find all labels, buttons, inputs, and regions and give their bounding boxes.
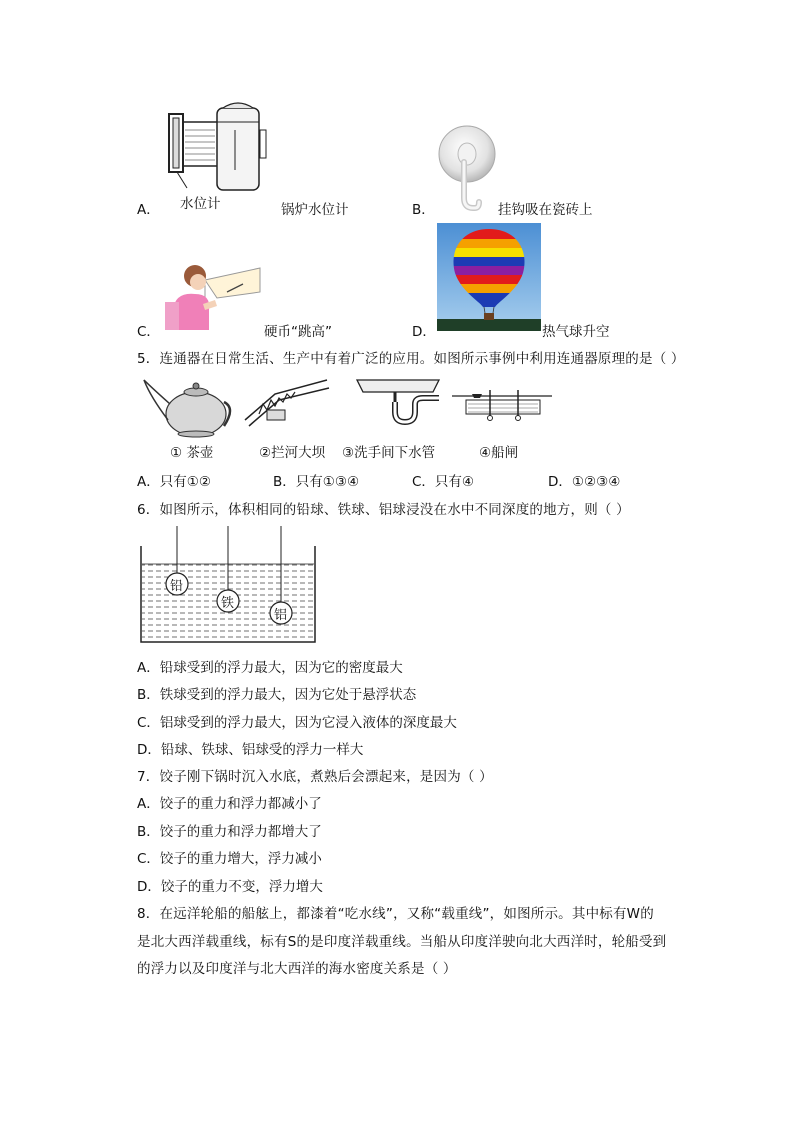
option-b-letter: B． (412, 202, 435, 218)
q7-option-d: D．饺子的重力不变，浮力增大 (137, 879, 323, 895)
option-c-caption: 硬币“跳高” (264, 324, 332, 340)
q6-option-b: B．铁球受到的浮力最大，因为它处于悬浮状态 (137, 687, 417, 703)
option-c-letter: C． (137, 324, 160, 340)
q7-stem: 7．饺子刚下锅时沉入水底，煮熟后会漂起来，是因为（ ） (137, 769, 493, 785)
q6-option-a: A．铅球受到的浮力最大，因为它的密度最大 (137, 660, 403, 676)
q7-option-c: C．饺子的重力增大，浮力减小 (137, 851, 322, 867)
water-gauge-label: 水位计 (180, 196, 221, 212)
q8-line-2: 是北大西洋载重线，标有S的是印度洋载重线。当船从印度洋驶向北大西洋时，轮船受到 (137, 934, 667, 950)
option-d-caption: 热气球升空 (542, 324, 610, 340)
ball-label-iron: 铁 (221, 596, 235, 611)
q6-stem: 6．如图所示，体积相同的铅球、铁球、铝球浸没在水中不同深度的地方，则（ ） (137, 502, 630, 518)
q5-option-b: B．只有①③④ (273, 474, 360, 490)
q6-option-c: C．铝球受到的浮力最大，因为它浸入液体的深度最大 (137, 715, 457, 731)
q7-option-b: B．饺子的重力和浮力都增大了 (137, 824, 322, 840)
suction-hook-figure (437, 124, 499, 212)
q8-line-3: 的浮力以及印度洋与北大西洋的海水密度关系是（ ） (137, 961, 457, 977)
coin-jump-figure (165, 262, 260, 330)
q6-option-d: D．铅球、铁球、铝球受的浮力一样大 (137, 742, 364, 758)
q5-label-lock: ④船闸 (479, 445, 519, 461)
option-b-caption: 挂钩吸在瓷砖上 (498, 202, 593, 218)
sink-drain-figure (355, 378, 443, 428)
teapot-figure (140, 376, 232, 438)
q5-label-dam: ②拦河大坝 (259, 445, 326, 461)
q8-line-1: 8．在远洋轮船的船舷上，都漆着“吃水线”，又称“载重线”，如图所示。其中标有W的 (137, 906, 654, 922)
ball-label-lead: 铅 (170, 579, 184, 594)
q7-option-a: A．饺子的重力和浮力都减小了 (137, 796, 322, 812)
q5-option-d: D．①②③④ (548, 474, 621, 490)
boiler-water-gauge-figure (165, 100, 275, 195)
ship-lock-figure (452, 386, 552, 424)
option-a-caption: 锅炉水位计 (281, 202, 349, 218)
q5-option-a: A．只有①② (137, 474, 211, 490)
q5-label-drain: ③洗手间下水管 (342, 445, 436, 461)
q5-option-c: C．只有④ (412, 474, 475, 490)
ball-label-aluminum: 铝 (274, 608, 288, 623)
hot-air-balloon-figure (437, 223, 541, 331)
option-a-letter: A． (137, 202, 160, 218)
submerged-balls-figure (140, 526, 316, 644)
q5-stem: 5．连通器在日常生活、生产中有着广泛的应用。如图所示事例中利用连通器原理的是（ ） (137, 351, 685, 367)
dam-figure (245, 380, 329, 428)
q5-label-teapot: ① 茶壶 (170, 445, 214, 461)
option-d-letter: D． (412, 324, 436, 340)
